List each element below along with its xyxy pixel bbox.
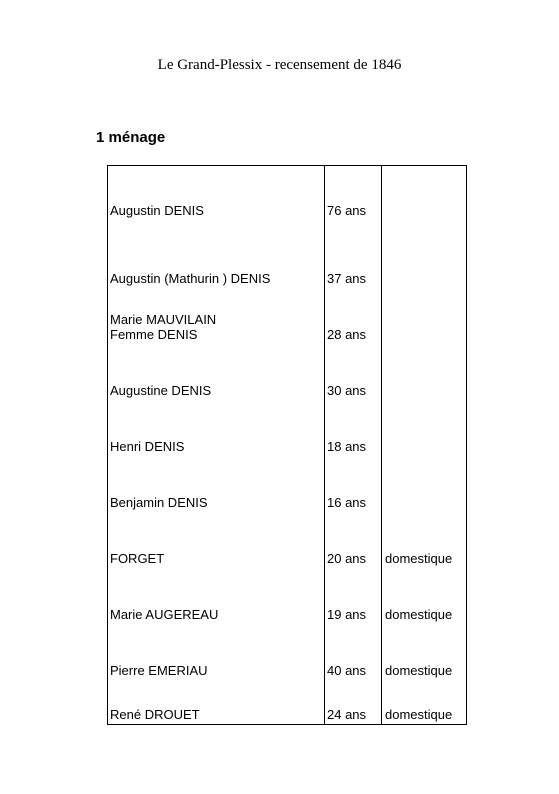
person-name: Augustin (Mathurin ) DENIS [110, 271, 271, 286]
person-age: 24 ans [327, 707, 367, 722]
person-age: 18 ans [327, 439, 367, 454]
person-age: 76 ans [327, 203, 367, 218]
person-age: 19 ans [327, 607, 367, 622]
person-age: 37 ans [327, 271, 367, 286]
person-name: Augustin DENIS [110, 203, 204, 218]
section-heading: 1 ménage [96, 129, 166, 146]
table-row [108, 166, 466, 722]
person-name: Augustine DENIS [110, 383, 212, 398]
household-table [107, 165, 467, 725]
person-role: domestique [385, 607, 453, 622]
document-title: Le Grand-Plessix - recensement de 1846 [157, 57, 402, 73]
person-role: domestique [385, 551, 453, 566]
person-age: 16 ans [327, 495, 367, 510]
person-age: 28 ans [327, 327, 367, 342]
person-role: domestique [385, 663, 453, 678]
person-name: Benjamin DENIS [110, 495, 208, 510]
person-age: 20 ans [327, 551, 367, 566]
person-name: FORGET [110, 551, 165, 566]
person-name: Pierre EMERIAU [110, 663, 208, 678]
person-name: Marie MAUVILAIN Femme DENIS [110, 312, 217, 342]
person-age: 30 ans [327, 383, 367, 398]
person-name: Henri DENIS [110, 439, 185, 454]
person-age: 40 ans [327, 663, 367, 678]
person-role: domestique [385, 707, 453, 722]
person-name: René DROUET [110, 707, 200, 722]
person-name: Marie AUGEREAU [110, 607, 219, 622]
